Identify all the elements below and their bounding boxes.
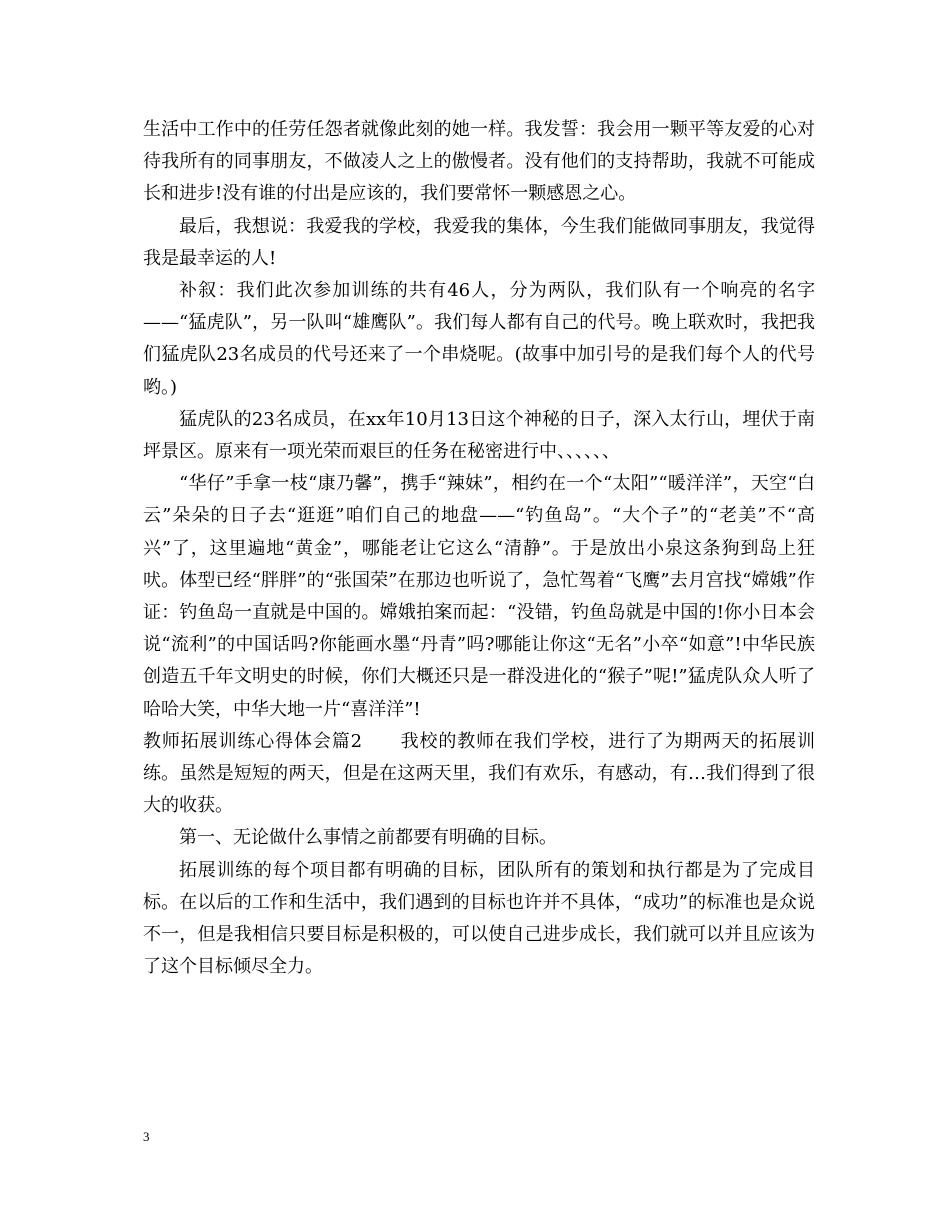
paragraph: 补叙：我们此次参加训练的共有46人，分为两队，我们队有一个响亮的名字——“猛虎队”，另一队叫“雄鹰队”。我们每人都有自己的代号。晚上联欢时，我把我们猛虎队23名成员的代号还来了一个串烧呢。(故事中加引号的是我们每个人的代号哟。) <box>143 280 815 398</box>
paragraph: “华仔”手拿一枝“康乃馨”，携手“辣妹”，相约在一个“太阳”“暖洋洋”，天空“白云”朵朵的日子去“逛逛”咱们自己的地盘——“钓鱼岛”。“大个子”的“老美”不“高兴”了，这里遍地“黄金”，哪能老让它这么“清静”。于是放出小泉这条狗到岛上狂吠。体型已经“胖胖”的“张国荣”在那边也听说了，急忙驾着“飞鹰”去月宫找“嫦娥”作证：钓鱼岛一直就是中国的。嫦娥拍案而起：“没错，钓鱼岛就是中国的!你小日本会说“流利”的中国话吗?你能画水墨“丹青”吗?哪能让你这“无名”小卒“如意”!中华民族创造五千年文明史的时候，你们大概还只是一群没进化的“猴子”呢!”猛虎队众人听了哈哈大笑，中华大地一片“喜洋洋”! <box>143 473 815 720</box>
paragraph: 猛虎队的23名成员，在xx年10月13日这个神秘的日子，深入太行山，埋伏于南坪景区。原来有一项光荣而艰巨的任务在秘密进行中、、、、、、 <box>143 408 815 463</box>
paragraph: 最后，我想说：我爱我的学校，我爱我的集体，今生我们能做同事朋友，我觉得我是最幸运的人! <box>143 215 815 269</box>
paragraph: 生活中工作中的任劳任怨者就像此刻的她一样。我发誓：我会用一颗平等友爱的心对待我所有的同事朋友，不做凌人之上的傲慢者。没有他们的支持帮助，我就不可能成长和进步!没有谁的付出是应该的，我们要常怀一颗感恩之心。 <box>143 119 815 205</box>
paragraph: 拓展训练的每个项目都有明确的目标，团队所有的策划和执行都是为了完成目标。在以后的工作和生活中，我们遇到的目标也许并不具体，“成功”的标准也是众说不一，但是我相信只要目标是积极的，可以使自己进步成长，我们就可以并且应该为了这个目标倾尽全力。 <box>143 859 815 978</box>
page-number: 3 <box>143 1129 150 1144</box>
body-text <box>143 114 815 983</box>
paragraph: 第一、无论做什么事情之前都要有明确的目标。 <box>179 827 557 849</box>
section-heading-paragraph: 教师拓展训练心得体会篇2 我校的教师在我们学校，进行了为期两天的拓展训练。虽然是短短的两天，但是在这两天里，我们有欢乐，有感动，有…我们得到了很大的收获。 <box>143 730 815 817</box>
